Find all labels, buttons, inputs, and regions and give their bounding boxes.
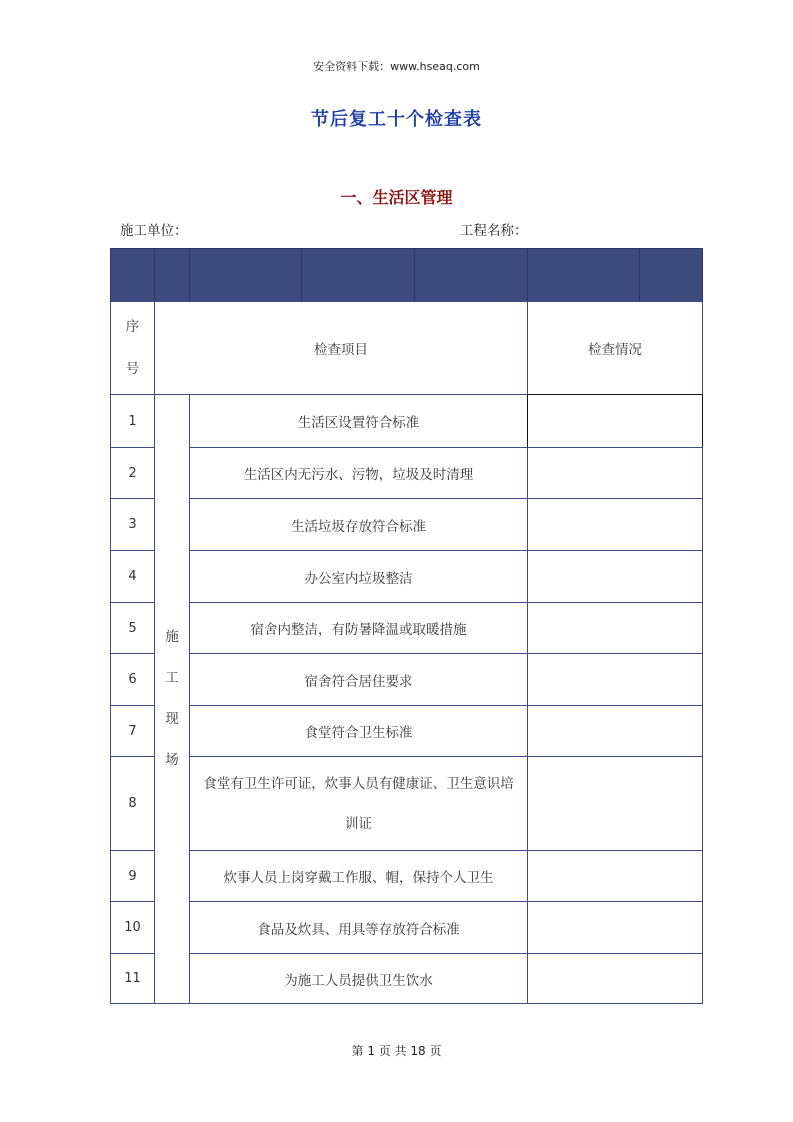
row-status-cell[interactable] <box>527 850 703 902</box>
header-status: 检查情况 <box>527 301 703 395</box>
row-item: 食品及炊具、用具等存放符合标准 <box>189 901 528 954</box>
group-cell-construction-site <box>154 394 190 1004</box>
inspection-table <box>110 248 703 1004</box>
header-seq <box>110 301 155 395</box>
group-char: 现 <box>165 711 179 727</box>
row-status-cell[interactable] <box>527 953 703 1004</box>
row-number: 9 <box>110 850 155 902</box>
row-status-cell[interactable] <box>527 498 703 551</box>
group-char: 场 <box>165 752 179 768</box>
row-number: 1 <box>110 394 155 448</box>
header-band-cell <box>527 248 640 302</box>
row-item: 宿舍内整洁，有防暑降温或取暖措施 <box>189 602 528 654</box>
document-title: 节后复工十个检查表 <box>311 109 482 130</box>
row-number: 11 <box>110 953 155 1004</box>
row-item: 为施工人员提供卫生饮水 <box>189 953 528 1004</box>
header-band-cell <box>110 248 155 302</box>
page-footer: 第 1 页 共 18 页 <box>351 1044 442 1058</box>
row-item: 办公室内垃圾整洁 <box>189 550 528 603</box>
row-status-cell[interactable] <box>527 653 703 706</box>
header-band-cell <box>639 248 703 302</box>
site-header: 安全资料下载：www.hseaq.com <box>313 60 480 73</box>
group-char: 工 <box>165 670 179 686</box>
header-band-cell <box>189 248 302 302</box>
row-status-cell[interactable] <box>527 901 703 954</box>
row-status-cell[interactable] <box>527 447 703 499</box>
header-item: 检查项目 <box>154 301 528 395</box>
row-number: 3 <box>110 498 155 551</box>
row-number: 4 <box>110 550 155 603</box>
header-seq-char: 序 <box>125 319 140 335</box>
row-item: 生活区设置符合标准 <box>189 394 528 448</box>
row-item: 宿舍符合居住要求 <box>189 653 528 706</box>
row-status-cell[interactable] <box>527 394 703 448</box>
row-item: 生活区内无污水、污物，垃圾及时清理 <box>189 447 528 499</box>
row-number: 6 <box>110 653 155 706</box>
row-number: 5 <box>110 602 155 654</box>
section-title: 一、生活区管理 <box>340 188 453 207</box>
row-status-cell[interactable] <box>527 756 703 851</box>
header-seq-char: 号 <box>125 361 140 377</box>
row-item: 食堂符合卫生标准 <box>189 705 528 757</box>
project-name-label: 工程名称： <box>460 223 528 239</box>
header-band-cell <box>154 248 190 302</box>
row-number: 8 <box>110 756 155 851</box>
header-band-cell <box>301 248 415 302</box>
row-number: 10 <box>110 901 155 954</box>
row-number: 7 <box>110 705 155 757</box>
group-char: 施 <box>165 629 179 645</box>
row-status-cell[interactable] <box>527 705 703 757</box>
construction-unit-label: 施工单位： <box>120 223 188 239</box>
row-item: 炊事人员上岗穿戴工作服、帽，保持个人卫生 <box>189 850 528 902</box>
row-status-cell[interactable] <box>527 550 703 603</box>
header-band-cell <box>414 248 528 302</box>
row-status-cell[interactable] <box>527 602 703 654</box>
row-item: 食堂有卫生许可证，炊事人员有健康证、卫生意识培训证 <box>189 756 528 851</box>
row-number: 2 <box>110 447 155 499</box>
row-item: 生活垃圾存放符合标准 <box>189 498 528 551</box>
